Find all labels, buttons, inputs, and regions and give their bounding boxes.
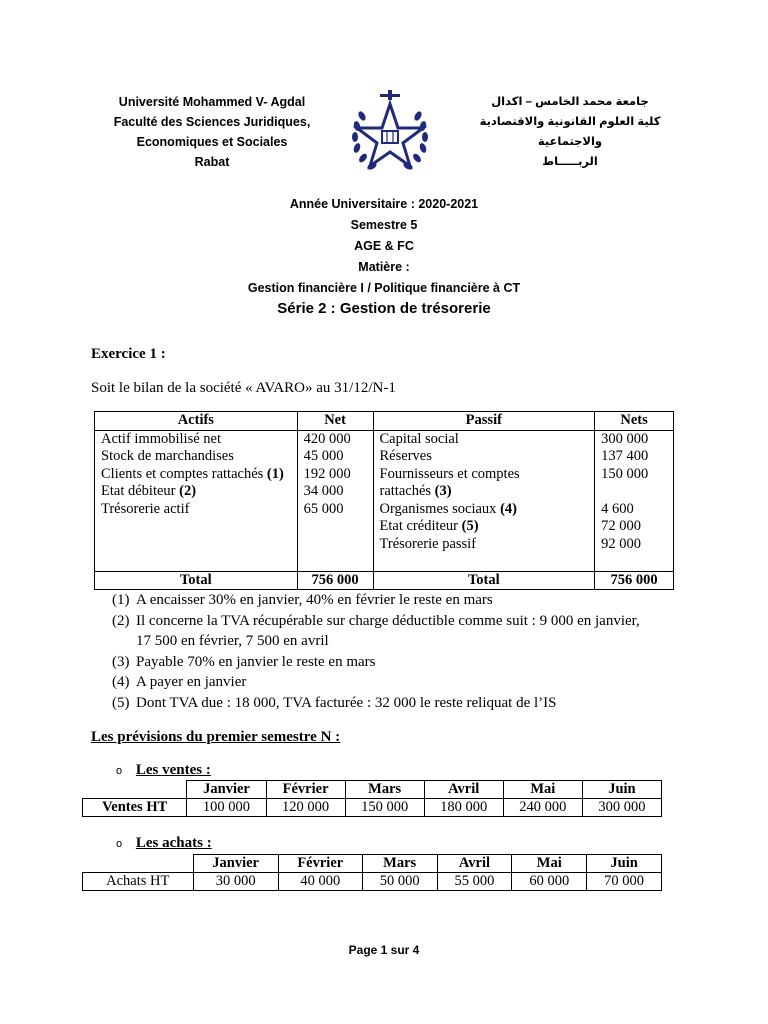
month-header: Janvier — [193, 855, 278, 873]
academic-year: Année Universitaire : 2020-2021 — [289, 197, 479, 211]
faculty-name-ar-2: والاجتماعية — [537, 136, 603, 148]
list-item: 17 500 en février, 7 500 en avril — [136, 633, 329, 649]
total-actif: 756 000 — [297, 571, 373, 590]
faculty-name-ar: كلية العلوم القانونية والاقتصادية — [479, 116, 661, 128]
table-row — [83, 799, 662, 817]
university-header-ar — [470, 92, 670, 172]
exercise-intro: Soit le bilan de la société « AVARO» au 31/12/N-1 — [91, 380, 396, 396]
total-row — [95, 571, 674, 590]
emblem-icon — [340, 86, 440, 181]
row-label: Ventes HT — [83, 799, 187, 817]
total-passif: 756 000 — [595, 571, 674, 590]
header-nets: Nets — [595, 412, 674, 431]
bullet-icon: o — [116, 765, 123, 777]
university-name: Université Mohammed V- Agdal — [118, 95, 306, 109]
passif-value: 72 000 — [601, 518, 641, 534]
table-header-row — [83, 781, 662, 799]
passif-value: 4 600 — [601, 500, 634, 517]
passif-label: Capital social — [379, 430, 459, 447]
course-info — [0, 194, 768, 317]
faculty-name: Faculté des Sciences Juridiques, — [113, 115, 311, 129]
month-header: Février — [266, 781, 345, 799]
table-cell: 100 000 — [187, 799, 266, 817]
actif-label: Etat débiteur (2) — [101, 483, 197, 499]
ventes-table — [82, 780, 662, 817]
actif-value: 192 000 — [303, 465, 351, 482]
table-cell: 240 000 — [503, 799, 582, 817]
previsions-title: Les prévisions du premier semestre N : — [91, 729, 341, 745]
month-header: Mai — [512, 855, 587, 873]
table-cell: 60 000 — [512, 873, 587, 891]
table-cell: 150 000 — [345, 799, 424, 817]
notes-list — [112, 590, 672, 713]
subject-label: Matière : — [358, 260, 410, 274]
page-number: Page 1 sur 4 — [348, 943, 420, 957]
program: AGE & FC — [354, 239, 414, 253]
actif-label: Trésorerie actif — [101, 500, 190, 517]
table-header-row — [95, 412, 674, 431]
actif-value: 34 000 — [303, 483, 344, 499]
actif-value: 420 000 — [303, 430, 351, 447]
month-header: Juin — [582, 781, 661, 799]
header-passif: Passif — [373, 412, 595, 431]
list-item: (1) A encaisser 30% en janvier, 40% en février le reste en mars — [112, 592, 493, 608]
month-header: Février — [278, 855, 362, 873]
table-cell: 40 000 — [278, 873, 362, 891]
subject: Gestion financière I / Politique financière à CT — [247, 281, 521, 295]
actif-labels-cell — [95, 430, 298, 571]
university-header-fr — [92, 92, 332, 172]
passif-value: 150 000 — [601, 465, 649, 482]
passif-values-cell — [595, 430, 674, 571]
table-cell: 70 000 — [587, 873, 662, 891]
month-header: Janvier — [187, 781, 266, 799]
table-row — [95, 430, 674, 571]
table-cell: 50 000 — [362, 873, 437, 891]
table-row — [83, 873, 662, 891]
month-header: Mars — [345, 781, 424, 799]
passif-label: Trésorerie passif — [379, 535, 477, 552]
actif-label: Stock de marchandises — [101, 448, 234, 464]
balance-sheet-table — [94, 411, 674, 590]
header-net: Net — [297, 412, 373, 431]
city-name: Rabat — [194, 155, 230, 169]
list-item: (4) A payer en janvier — [112, 674, 247, 690]
table-cell: 55 000 — [437, 873, 512, 891]
passif-label: rattachés (3) — [379, 483, 452, 499]
bullet-icon: o — [116, 838, 123, 850]
passif-label: Réserves — [379, 448, 432, 464]
achats-heading — [116, 833, 212, 854]
total-label-passif: Total — [373, 571, 595, 590]
semester: Semestre 5 — [350, 218, 418, 232]
row-label: Achats HT — [83, 873, 194, 891]
actif-label: Clients et comptes rattachés (1) — [101, 465, 284, 482]
page-title: Série 2 : Gestion de trésorerie — [277, 300, 491, 317]
passif-value: 300 000 — [601, 430, 649, 447]
ventes-heading — [116, 760, 211, 781]
passif-value: 92 000 — [601, 535, 641, 552]
passif-value — [601, 483, 667, 501]
list-item: (2) Il concerne la TVA récupérable sur charge déductible comme suit : 9 000 en janvier, — [112, 612, 640, 629]
table-cell: 120 000 — [266, 799, 345, 817]
faculty-name-2: Economiques et Sociales — [136, 135, 288, 149]
achats-title: Les achats : — [135, 835, 212, 851]
header-actifs: Actifs — [95, 412, 298, 431]
university-name-ar: جامعة محمد الخامس – اكدال — [491, 96, 649, 108]
total-label-actif: Total — [95, 571, 298, 590]
month-header: Mai — [503, 781, 582, 799]
month-header: Avril — [424, 781, 503, 799]
passif-value: 137 400 — [601, 448, 649, 464]
actif-label: Actif immobilisé net — [101, 430, 222, 447]
month-header: Avril — [437, 855, 512, 873]
table-header-row — [83, 855, 662, 873]
university-logo — [340, 86, 440, 181]
table-cell: 180 000 — [424, 799, 503, 817]
passif-labels-cell — [373, 430, 595, 571]
actif-value: 65 000 — [303, 500, 344, 517]
actif-values-cell — [297, 430, 373, 571]
actif-value: 45 000 — [303, 448, 344, 464]
ventes-title: Les ventes : — [135, 762, 211, 778]
table-cell: 30 000 — [193, 873, 278, 891]
table-cell: 300 000 — [582, 799, 661, 817]
achats-table — [82, 854, 662, 891]
list-item: (5) Dont TVA due : 18 000, TVA facturée : 32 000 le reste reliquat de l’IS — [112, 694, 557, 711]
month-header: Mars — [362, 855, 437, 873]
month-header: Juin — [587, 855, 662, 873]
city-name-ar: الربـــــاط — [542, 156, 598, 168]
passif-label: Fournisseurs et comptes — [379, 465, 520, 482]
list-item: (3) Payable 70% en janvier le reste en mars — [112, 653, 376, 670]
passif-label: Organismes sociaux (4) — [379, 500, 517, 517]
passif-label: Etat créditeur (5) — [379, 518, 479, 534]
exercise-title: Exercice 1 : — [91, 346, 166, 362]
